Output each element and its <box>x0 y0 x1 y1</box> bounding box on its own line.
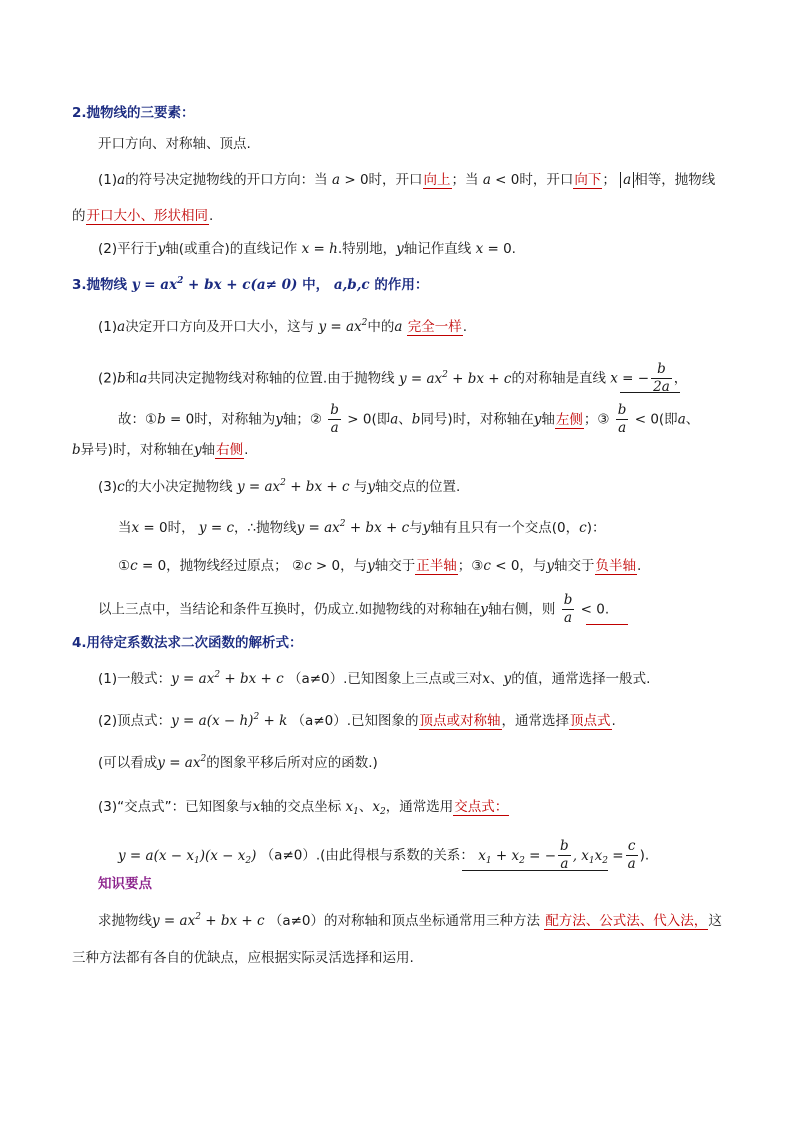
s2-l4-b: 轴(或重合)的直线记作 <box>165 241 298 257</box>
s3-l6-e: 轴有且只有一个交点(0， <box>430 520 580 536</box>
vieta-underline <box>462 870 608 871</box>
s3-line-3: 故：①b = 0时，对称轴为y轴；② $\frac{b}{a}$ > 0(即a、b同号)时，对称轴在y轴左侧；③ $\frac{b}{a}$ < 0(即a、 <box>118 402 700 436</box>
s2-l2-d: ；当 <box>451 172 479 188</box>
s2-l4-d: 轴记作直线 <box>403 241 472 257</box>
answer-open-up: 向上 <box>423 172 451 188</box>
s3-l3-b: 时，对称轴为 <box>194 411 276 428</box>
s3-l3-e: 、 <box>398 411 412 428</box>
kp-line-2 <box>72 948 414 968</box>
s2-l4-c: .特别地， <box>337 241 397 257</box>
s3-l7-f: ，与 <box>519 558 547 574</box>
s3-l5-d: 轴交点的位置. <box>374 479 461 495</box>
s2-l2-f: ； <box>602 172 616 188</box>
s3-title-formula: $y = ax^2$ + bx + c(a≠ 0) <box>131 276 298 293</box>
kp-line-1: 求抛物线$y = ax^2$ + bx + c （a≠0）的对称轴和顶点坐标通常用三种方法 配方法、公式法、代入法，这 <box>98 912 722 929</box>
abs-a: a <box>620 172 634 188</box>
s3-l8-a: 以上三点中，当结论和条件互换时，仍成立.如抛物线的对称轴在 <box>98 601 481 618</box>
s2-l2-g: 相等，抛物线 <box>634 172 716 188</box>
answer-left-side: 左侧 <box>555 411 583 428</box>
s3-line-2: (2)b和a共同决定抛物线对称轴的位置.由于抛物线 $y = ax^2$ + bx + c的对称轴是直线 x = − $\frac{b}{2a}$ ， <box>98 361 688 395</box>
s3-l3-d: (即 <box>371 411 391 428</box>
s2-l4-a: (2)平行于 <box>98 241 158 257</box>
answer-three-methods: 配方法、公式法、代入法， <box>545 913 708 929</box>
s3-l1-c: 中的 <box>367 319 395 335</box>
s2-l2-a: (1) <box>98 172 118 188</box>
kp-title-text: 知识要点 <box>98 876 152 892</box>
s2-line-4: (2)平行于y轴(或重合)的直线记作 x = h.特别地，y轴记作直线 x = 0. <box>98 241 516 257</box>
s3-line-7: ①c = 0，抛物线经过原点； ②c > 0，与y轴交于正半轴；③c < 0，与y轴交于负半轴. <box>118 558 642 574</box>
s4-l3-b: 的图象平移后所对应的函数.) <box>206 755 378 771</box>
s3-l7-e: ；③ <box>457 558 484 574</box>
section-4-title-text: 4.用待定系数法求二次函数的解析式： <box>72 635 303 651</box>
s3-l5-a: (3) <box>98 479 118 495</box>
s4-line-5: $y = a(x - x_1)(x - x_2)$ （a≠0）.(由此得根与系数的关系： $x_1 + x_2$ = − $\frac{b}{a}$ , $x_1x_2$ = $\frac{c}{a}$ ). <box>118 838 650 872</box>
s3-l2-b: 和 <box>125 370 140 387</box>
var-y: y <box>157 241 166 257</box>
frac-b-over-a-1: $\frac{b}{a}$ <box>330 402 339 436</box>
s2-l2-cond2: a <box>482 172 491 188</box>
s3-line-6: 当x = 0时， y = c，∴抛物线$y = ax^2$ + bx + c与y轴有且只有一个交点(0，c)： <box>118 519 606 536</box>
s3-l2-a: (2) <box>98 370 118 387</box>
answer-identical: 完全一样 <box>407 319 462 335</box>
kp-l1-b: （a≠0）的对称轴和顶点坐标通常用三种方法 <box>268 913 541 929</box>
frac-c-over-a: $\frac{c}{a}$ <box>627 838 636 872</box>
s3-l7-c: ，与 <box>340 558 368 574</box>
s4-l3-a: (可以看成 <box>98 755 158 771</box>
s4-l1-c: 、 <box>490 671 504 687</box>
s3-l6-c: ，∴抛物线 <box>234 520 297 536</box>
s3-l2-d: 的对称轴是直线 <box>511 370 606 387</box>
s2-l2-a-var: a <box>117 172 126 188</box>
s4-line-3: (可以看成$y = ax^2$的图象平移后所对应的函数.) <box>98 754 378 771</box>
s2-l2-c: 时，开口 <box>368 172 423 188</box>
s3-l5-b: 的大小决定抛物线 <box>124 479 233 495</box>
s3-l6-a: 当 <box>118 520 132 536</box>
s4-l1-b: （a≠0）.已知图象上三点或三对 <box>287 671 483 687</box>
s3-l3-h: ；③ <box>583 411 610 428</box>
kp-l1-c: 这 <box>708 913 722 929</box>
s2-l2-e: 时，开口 <box>519 172 574 188</box>
answer-negative-axis: 负半轴 <box>595 558 637 574</box>
s3-l6-d: 与 <box>409 520 423 536</box>
s3-l5-c: 与 <box>353 479 368 495</box>
s3-l4-b: 轴 <box>201 442 216 458</box>
s2-l1-text: 开口方向、对称轴、顶点. <box>98 136 251 152</box>
axis-formula-underline <box>620 392 680 393</box>
s3-title-abc: a,b,c <box>333 277 370 293</box>
s2-line-3 <box>72 206 213 226</box>
s4-l2-b: （a≠0）.已知图象的 <box>291 713 419 729</box>
intercept-form: $y = a(x - x_1)(x - x_2)$ <box>118 847 257 866</box>
s4-l5-b: ). <box>639 847 650 864</box>
var-y: y <box>396 241 404 257</box>
vertex-form: $y = a(x - h)^2 + k$ <box>171 712 288 729</box>
s2-l2-cond1: a <box>331 172 341 188</box>
s4-l4-c: ，通常选用 <box>385 799 454 815</box>
answer-same-shape: 开口大小、形状相同 <box>86 208 208 224</box>
eq-x-h: x <box>301 241 310 257</box>
formula-y-ax2: $y = ax^2$ <box>318 318 368 335</box>
s4-l5-a: （a≠0）.(由此得根与系数的关系： <box>260 847 474 864</box>
axis-formula: x <box>610 370 618 387</box>
s3-l3-g: 轴 <box>541 411 555 428</box>
s3-l7-d: 轴交于 <box>374 558 416 574</box>
s4-l1-d: 的值，通常选择一般式. <box>511 671 651 687</box>
frac-b-over-a-3: $\frac{b}{a}$ <box>563 592 573 626</box>
s3-title-a: 3.抛物线 <box>72 277 128 293</box>
s4-line-2: (2)顶点式：$y = a(x - h)^2 + k$ （a≠0）.已知图象的顶点或对称轴，通常选择顶点式. <box>98 712 616 729</box>
s4-line-4: (3)“交点式”：已知图象与x轴的交点坐标 $x_1$、$x_2$，通常选用交点式： <box>98 799 509 817</box>
frac-neg-b-over-a: $\frac{b}{a}$ <box>560 838 569 872</box>
section-3-title <box>72 275 428 295</box>
answer-positive-axis: 正半轴 <box>416 558 457 574</box>
s3-l3-i: (即 <box>658 411 678 428</box>
s3-l1-b: 决定开口方向及开口大小，这与 <box>125 319 315 335</box>
s3-l3-f: 同号)时，对称轴在 <box>420 411 534 428</box>
s2-line-1 <box>98 134 251 154</box>
s4-l1-a: (1)一般式： <box>98 671 172 687</box>
s3-line-1: (1)a决定开口方向及开口大小，这与 $y = ax^2$中的a 完全一样. <box>98 318 468 335</box>
s3-title-c: 的作用： <box>374 277 429 293</box>
eq-x-0: x <box>475 241 484 257</box>
s2-l3-a: 的 <box>72 208 86 224</box>
answer-open-down: 向下 <box>574 172 602 188</box>
section-4-title <box>72 633 303 653</box>
s3-l7-a: ① <box>118 558 131 574</box>
s3-l3-a: 故：① <box>118 411 158 428</box>
s4-l2-a: (2)顶点式： <box>98 713 172 729</box>
knowledge-point-title <box>98 874 152 894</box>
s3-l8-b: 轴右侧，则 <box>487 601 556 618</box>
s3-line-5: (3)c的大小决定抛物线 $y = ax^2$ + bx + c 与y轴交点的位置. <box>98 478 461 495</box>
s3-title-b: 中， <box>302 277 330 293</box>
formula-quadratic: $y = ax^2$ + bx + c <box>398 369 512 387</box>
s4-l4-a: (3)“交点式”：已知图象与 <box>98 799 253 815</box>
s3-l3-c: 轴；② <box>282 411 322 428</box>
conclusion-underline <box>586 624 628 625</box>
s2-l2-b: 的符号决定抛物线的开口方向：当 <box>125 172 328 188</box>
kp-l2-text: 三种方法都有各自的优缺点，应根据实际灵活选择和运用. <box>72 950 414 966</box>
answer-intercept-form: 交点式： <box>454 799 509 815</box>
s4-line-1: (1)一般式：$y = ax^2$ + bx + c （a≠0）.已知图象上三点或三对x、y的值，通常选择一般式. <box>98 670 651 687</box>
answer-right-side: 右侧 <box>216 442 244 458</box>
kp-l1-a: 求抛物线 <box>98 913 152 929</box>
s3-l6-f: )： <box>586 520 606 536</box>
s3-l7-g: 轴交于 <box>554 558 595 574</box>
s4-l4-b: 轴的交点坐标 <box>260 799 342 815</box>
s4-l2-c: ，通常选择 <box>501 713 570 729</box>
s3-l6-b: 时， <box>167 520 195 536</box>
s3-line-8: 以上三点中，当结论和条件互换时，仍成立.如抛物线的对称轴在y轴右侧，则 $\frac{b}{a}$ < 0. <box>98 592 610 626</box>
frac-b-over-a-2: $\frac{b}{a}$ <box>617 402 627 436</box>
s3-line-4: b异号)时，对称轴在y轴右侧. <box>72 442 249 458</box>
vieta-relation: $x_1 + x_2$ = − <box>478 847 557 866</box>
s3-l1-a: (1) <box>98 319 118 335</box>
s3-l2-c: 共同决定抛物线对称轴的位置.由于抛物线 <box>147 370 395 387</box>
s3-l4-a: 异号)时，对称轴在 <box>80 442 194 458</box>
answer-vertex-or-axis: 顶点或对称轴 <box>419 713 501 729</box>
answer-vertex-form: 顶点式 <box>570 713 611 729</box>
section-2-title-text: 2.抛物线的三要素： <box>72 105 195 121</box>
section-2-title <box>72 103 195 123</box>
s2-l3-b: . <box>209 208 214 224</box>
frac-b-over-2a: $\frac{b}{2a}$ <box>653 361 670 395</box>
s2-line-2: (1)a的符号决定抛物线的开口方向：当 a > 0时，开口向上；当 a < 0时，开口向下； a 相等，抛物线 <box>98 172 716 188</box>
s3-l7-b: ，抛物线经过原点； ② <box>166 558 305 574</box>
